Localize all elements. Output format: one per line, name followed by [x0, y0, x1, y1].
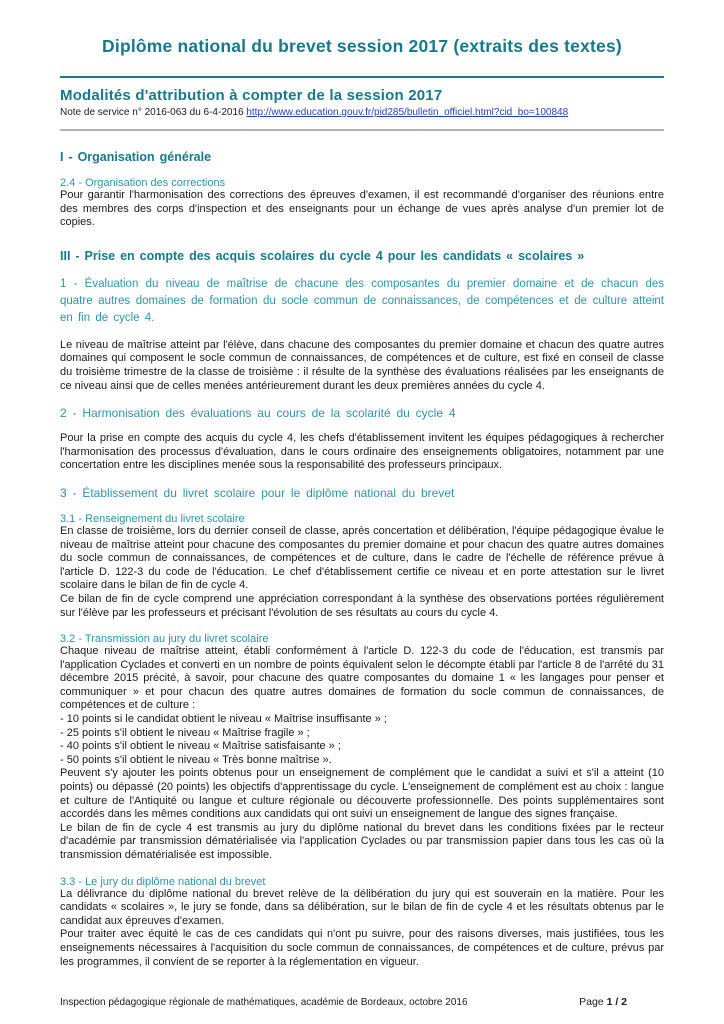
subsection-heading-2-4: 2.4 - Organisation des corrections — [60, 177, 226, 189]
document-subtitle: Modalités d'attribution à compter de la session 2017 — [60, 87, 443, 104]
subsection-heading-3-1: 3.1 - Renseignement du livret scolaire — [60, 512, 245, 525]
paragraph: Pour traiter avec équité le cas de ces candidats qui n'ont pu suivre, pour des raisons diverses, mais justifiées, tous les enseignements nécessaires à l'acquisition du socle commun de connaissances, de compétences et de culture, prévus par les programmes, il convient de se reporter à la réglementation en vigueur. — [60, 928, 664, 968]
note-link[interactable]: http://www.education.gouv.fr/pid285/bulletin_officiel.html?cid_bo=100848 — [246, 107, 569, 118]
paragraph: Le niveau de maîtrise atteint par l'élève, dans chacune des composantes du premier domaine et chacun des quatre autres domaines qui composent le socle commun de connaissances, de compétences et de culture, est fixé en conseil de classe du troisième trimestre de la classe de troisième : il résulte de la synthèse des évaluations réalisées par les enseignants de ce niveau ainsi que de celles menées antérieurement durant les deux premières années du cycle 4. — [60, 338, 664, 392]
title-divider — [60, 76, 664, 78]
subsection-heading-3-3: 3.3 - Le jury du diplôme national du brevet — [60, 875, 266, 888]
paragraph: Chaque niveau de maîtrise atteint, établi conformément à l'article D. 122-3 du code de l'éducation, est transmis par l'application Cyclades et converti en un nombre de points équivalent selon le décompte établi par l'article 8 de l'arrêté du 31 décembre 2015 précité, à savoir, pour chacune des quatre composantes du domaine 1 « les langages pour penser et communiquer » et pour chacun des quatre autres domaines de formation du socle commun de connaissances, de compétences et de culture : — [60, 645, 664, 712]
paragraph: Peuvent s'y ajouter les points obtenus pour un enseignement de complément que le candidat a suivi et s'il a atteint (10 points) ou dépassé (20 points) les objectifs d'apprentissage du cycle. L'enseignement de complément est au choix : langue et culture de l'Antiquité ou langue et culture régionale ou découverte professionnelle. Des points supplémentaires sont accordés dans les mêmes conditions aux candidats qui ont suivi un enseignement de langue des signes française. — [60, 767, 664, 821]
list-item: - 40 points s'il obtient le niveau « Maîtrise satisfaisante » ; — [60, 740, 341, 753]
header-divider — [60, 129, 664, 131]
paragraph: En classe de troisième, lors du dernier conseil de classe, après concertation et délibération, l'équipe pédagogique évalue le niveau de maîtrise atteint pour chacune des composantes du premier domaine et pour chacun des quatre autres domaines du socle commun de connaissances, de compétences et de culture, dans le cadre de l'échelle de référence prévue à l'article D. 122-3 du code de l'éducation. Le chef d'établissement certifie ce niveau et en porte attestation sur le livret scolaire dans le bilan de fin de cycle 4. — [60, 524, 664, 592]
section-heading-1: I - Organisation générale — [60, 150, 212, 164]
footer-page-label: Page — [579, 996, 607, 1008]
footer-credit: Inspection pédagogique régionale de mathématiques, académie de Bordeaux, octobre 2016 — [60, 997, 468, 1008]
paragraph: Pour garantir l'harmonisation des corrections des épreuves d'examen, il est recommandé d'organiser des réunions entre des membres des corps d'inspection et des enseignants pour un échange de vues après analyse d'un premier lot de copies. — [60, 189, 664, 229]
section-heading-3: III - Prise en compte des acquis scolaires du cycle 4 pour les candidats « scolaires » — [60, 248, 585, 263]
numbered-heading-3: 3 - Établissement du livret scolaire pour le diplôme national du brevet — [60, 485, 455, 500]
paragraph: Ce bilan de fin de cycle comprend une appréciation correspondant à la synthèse des observations portées régulièrement sur l'élève par les professeurs et précisant l'évolution de ses résultats au cours du cycle 4. — [60, 592, 664, 619]
numbered-heading-2: 2 - Harmonisation des évaluations au cours de la scolarité du cycle 4 — [60, 406, 456, 421]
list-item: - 10 points si le candidat obtient le niveau « Maîtrise insuffisante » ; — [60, 713, 387, 726]
paragraph: La délivrance du diplôme national du brevet relève de la délibération du jury qui est souverain en la matière. Pour les candidats « scolaires », le jury se fonde, dans sa délibération, sur le bilan de fin de cycle 4 et les résultats obtenus par le candidat aux épreuves d'examen. — [60, 887, 664, 927]
paragraph: Pour la prise en compte des acquis du cycle 4, les chefs d'établissement invitent les équipes pédagogiques à rechercher l'harmonisation des processus d'évaluation, dans le cours ordinaire des enseignements obligatoires, notamment par une concertation entre les disciplines menée sous la responsabilité des professeurs principaux. — [60, 432, 664, 472]
page-title: Diplôme national du brevet session 2017 (extraits des textes) — [102, 36, 622, 56]
note-line — [60, 107, 664, 118]
list-item: - 50 points s'il obtient le niveau « Très bonne maîtrise ». — [60, 753, 332, 766]
note-text: Note de service n° 2016-063 du 6-4-2016 — [60, 107, 247, 118]
list-item: - 25 points s'il obtient le niveau « Maîtrise fragile » ; — [60, 726, 310, 739]
paragraph: Le bilan de fin de cycle 4 est transmis au jury du diplôme national du brevet dans les conditions fixées par le recteur d'académie par transmission dématérialisée via l'application Cyclades ou par transmission papier dans tous les cas où la transmission dématérialisée est impossible. — [60, 821, 664, 861]
footer-page-number: 1 / 2 — [606, 996, 627, 1008]
footer-page-indicator — [579, 996, 627, 1008]
document-content — [60, 36, 664, 969]
subsection-heading-3-2: 3.2 - Transmission au jury du livret scolaire — [60, 633, 269, 646]
numbered-heading-1: 1 - Évaluation du niveau de maîtrise de chacune des composantes du premier domaine et de chacun des quatre autres domaines de formation du socle commun de connaissances, de compétences et de culture atteint en fin de cycle 4. — [60, 277, 664, 324]
page-footer — [60, 996, 664, 1008]
